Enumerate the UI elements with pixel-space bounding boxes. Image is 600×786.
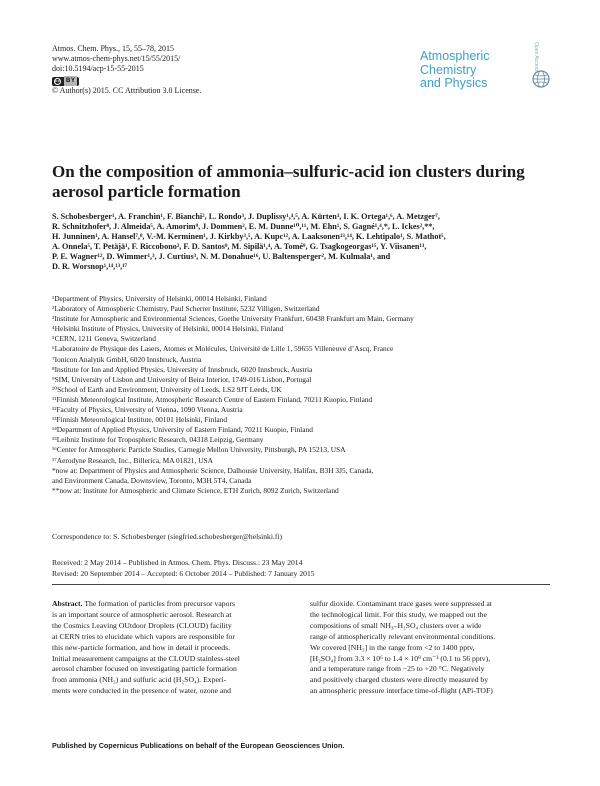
author-line: P. E. Wagner¹², D. Wimmer¹,³, J. Curtius³, N. M. Donahue¹⁶, U. Baltensperger², M. Kulmala¹, and: [52, 252, 391, 262]
journal-logo-line2: Chemistry: [420, 62, 477, 77]
abstract-line: an atmospheric pressure interface time-of-flight (APi-TOF): [310, 686, 493, 696]
license-text: © Author(s) 2015. CC Attribution 3.0 License.: [52, 85, 202, 95]
affiliation-item: *now at: Department of Physics and Atmospheric Science, Dalhousie University, Halifax, B3H 3J5, Canada,: [52, 465, 374, 475]
abstract-line: the technological limit. For this study, we mapped out the: [310, 609, 487, 619]
affiliation-item: ⁹SIM, University of Lisbon and University of Beira Interior, 1749-016 Lisbon, Portugal: [52, 374, 312, 384]
abstract-line: We covered [NH₃] in the range from <2 to 1400 pptv,: [310, 642, 475, 652]
journal-url[interactable]: www.atmos-chem-phys.net/15/55/2015/: [52, 54, 181, 64]
affiliation-item: ¹Department of Physics, University of Helsinki, 00014 Helsinki, Finland: [52, 294, 267, 303]
author-line: S. Schobesberger¹, A. Franchin¹, F. Bianchi², L. Rondo³, J. Duplissy¹,⁴,⁵, A. Kürten³, I. K. Ortega¹,⁶, A. Metzger⁷,: [52, 212, 440, 221]
abstract-line: range of atmospherically relevant environmental conditions.: [310, 631, 496, 641]
author-list: [52, 212, 552, 273]
abstract-line: the Cosmics Leaving OUtdoor Droplets (CLOUD) facility: [52, 620, 232, 630]
globe-icon: [532, 70, 550, 88]
abstract-line: ments were conducted in the presence of water, ozone and: [52, 686, 231, 696]
abstract-line: from ammonia (NH₃) and sulfuric acid (H₂SO₄). Experi-: [52, 675, 227, 685]
cc-by-badge[interactable]: [52, 77, 79, 86]
cc-icon: cc: [54, 78, 61, 84]
abstract-left-column: [52, 599, 292, 697]
correspondence[interactable]: Correspondence to: S. Schobesberger (siegfried.schobesberger@helsinki.fi): [52, 532, 283, 541]
journal-logo-text: [420, 50, 489, 91]
affiliation-item: ¹¹Finnish Meteorological Institute, Atmospheric Research Centre of Eastern Finland, 70211 Kuopio, Finland: [52, 394, 373, 404]
abstract-line: aerosol chamber focused on investigating particle formation: [52, 664, 237, 674]
affiliation-item: and Environment Canada, Downsview, Toronto, M3H 5T4, Canada: [52, 475, 252, 485]
open-access-label: Open Access: [533, 42, 539, 72]
abstract-heading: Abstract.: [52, 599, 83, 608]
by-icon: BY: [64, 76, 77, 86]
affiliation-item: **now at: Institute for Atmospheric and Climate Science, ETH Zurich, 8092 Zurich, Switzerland: [52, 485, 339, 495]
abstract-line: [52, 599, 292, 610]
affiliation-item: ⁸Institute for Ion and Applied Physics, University of Innsbruck, 6020 Innsbruck, Austria: [52, 364, 313, 374]
journal-logo-line3: and Physics: [420, 76, 488, 90]
dates-line2: Revised: 20 September 2014 – Accepted: 6 October 2014 – Published: 7 January 2015: [52, 569, 315, 578]
abstract-line: is an important source of atmospheric aerosol. Research at: [52, 609, 232, 619]
author-line: H. Junninen¹, A. Hansel⁷,⁸, V.-M. Kerminen¹, J. Kirkby³,⁵, A. Kupc¹², A. Laaksonen¹³,¹⁴, K. Lehtipalo¹, S. Mathot⁵,: [52, 232, 446, 242]
affiliation-item: ¹⁶Center for Atmospheric Particle Studies, Carnegie Mellon University, Pittsburgh, PA 15213, USA: [52, 445, 346, 455]
abstract-line: and a temperature range from −25 to +20 °C. Negatively: [310, 664, 485, 674]
license-line: [52, 77, 201, 86]
abstract-line: this new-particle formation, and how in detail it proceeds.: [52, 642, 231, 652]
paper-title-line2: aerosol particle formation: [52, 182, 241, 201]
abstract-line: [H₂SO₄] from 3.3 × 10⁶ to 1.4 × 10⁹ cm⁻³ (0.1 to 56 pptv),: [310, 653, 491, 663]
author-line: A. Onnela⁵, T. Petäjä¹, F. Riccobono², F. D. Santos⁹, M. Sipilä¹,⁴, A. Tomé⁹, G. Tsagkogeorgas¹⁵, Y. Viisanen¹³,: [52, 242, 427, 252]
paper-title-line1: On the composition of ammonia–sulfuric-acid ion clusters during: [52, 162, 525, 181]
dates-line1: Received: 2 May 2014 – Published in Atmos. Chem. Phys. Discuss.: 23 May 2014: [52, 558, 303, 567]
abstract-line: Initial measurement campaigns at the CLOUD stainless-steel: [52, 653, 240, 663]
affiliation-item: ⁴Helsinki Institute of Physics, University of Helsinki, 00014 Helsinki, Finland: [52, 324, 284, 334]
divider: [52, 584, 550, 585]
affiliation-item: ⁶Laboratoire de Physique des Lasers, Atomes et Molécules, Université de Lille 1, 59655 Villeneuve d’Ascq, France: [52, 344, 394, 354]
affiliation-item: ⁷Ionicon Analytik GmbH, 6020 Innsbruck, Austria: [52, 354, 202, 364]
abstract-line: sulfur dioxide. Contaminant trace gases were suppressed at: [310, 599, 492, 608]
affiliation-item: ¹³Finnish Meteorological Institute, 00101 Helsinki, Finland: [52, 415, 228, 425]
journal-doi[interactable]: doi:10.5194/acp-15-55-2015: [52, 64, 144, 74]
affiliation-item: ⁵CERN, 1211 Geneva, Switzerland: [52, 334, 156, 344]
journal-citation: Atmos. Chem. Phys., 15, 55–78, 2015: [52, 44, 175, 53]
affiliation-item: ¹⁷Aerodyne Research, Inc., Billerica, MA 01821, USA: [52, 455, 213, 465]
abstract-line: and positively charged clusters were directly measured by: [310, 675, 489, 685]
affiliation-item: ¹⁴Department of Applied Physics, University of Eastern Finland, 70211 Kuopio, Finland: [52, 425, 313, 435]
author-line: D. R. Worsnop¹,¹⁴,¹³,¹⁷: [52, 262, 128, 272]
affiliation-item: ²Laboratory of Atmospheric Chemistry, Paul Scherrer Institute, 5232 Villigen, Switzerland: [52, 304, 320, 314]
journal-info: [52, 44, 201, 96]
journal-logo-line1: Atmospheric: [420, 49, 490, 63]
affiliation-item: ³Institute for Atmospheric and Environmental Sciences, Goethe University Frankfurt, 60438 Frankfurt am Main, Germany: [52, 314, 414, 324]
affiliation-list: [52, 294, 552, 496]
affiliation-item: ¹⁵Leibniz Institute for Tropospheric Research, 04318 Leipzig, Germany: [52, 435, 264, 445]
abstract-line: compositions of small NH₃–H₂SO₄ clusters over a wide: [310, 620, 482, 630]
paper-title: [52, 162, 552, 202]
publication-dates: [52, 557, 315, 579]
abstract-right-column: [310, 599, 550, 697]
journal-logo[interactable]: [420, 42, 550, 98]
affiliation-item: ¹⁰School of Earth and Environment, University of Leeds, LS2 9JT Leeds, UK: [52, 384, 282, 394]
abstract-text: The formation of particles from precursor vapors: [84, 599, 236, 608]
publisher-footer: Published by Copernicus Publications on behalf of the European Geosciences Union.: [52, 741, 345, 750]
affiliation-item: ¹²Faculty of Physics, University of Vienna, 1090 Vienna, Austria: [52, 405, 243, 415]
abstract-line: at CERN tries to elucidate which vapors are responsible for: [52, 631, 235, 641]
author-line: R. Schnitzhofer⁸, J. Almeida⁵, A. Amorim⁹, J. Dommen², E. M. Dunne¹⁰,¹¹, M. Ehn¹, S. Gagné¹,⁴,*, L. Ickes²,**,: [52, 222, 435, 232]
